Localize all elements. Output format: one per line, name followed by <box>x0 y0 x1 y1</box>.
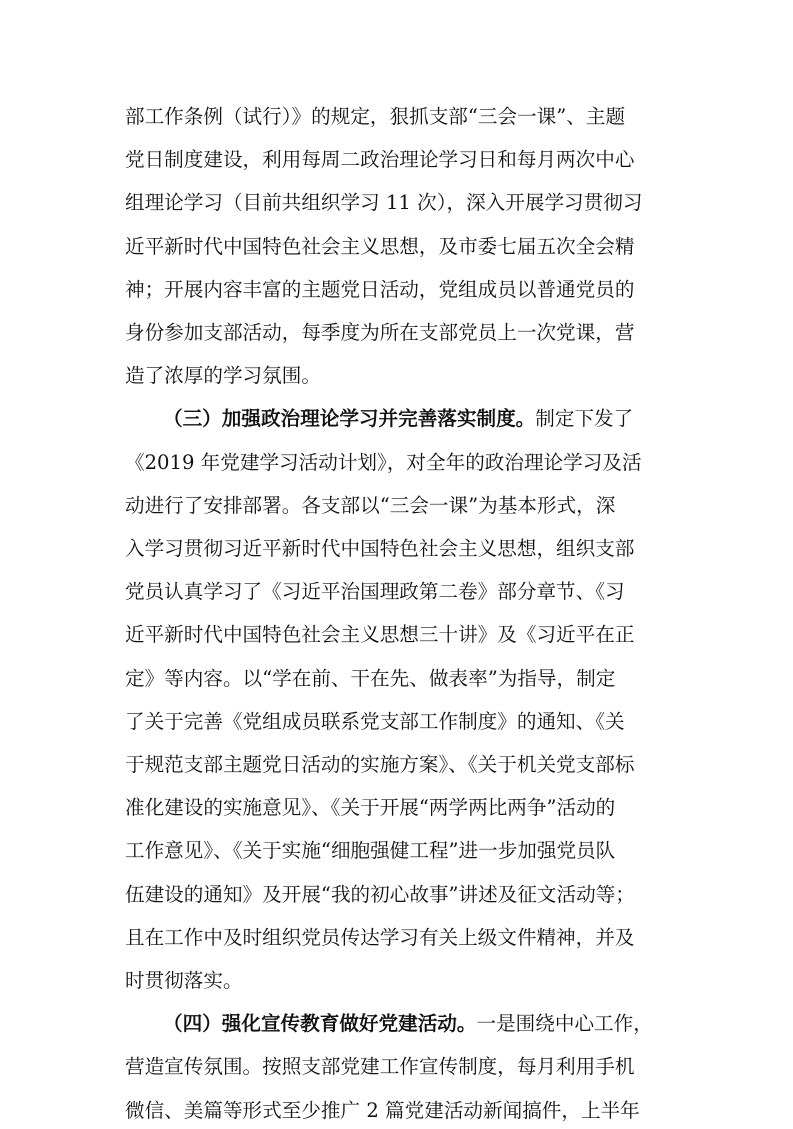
paragraph-line: 党员认真学习了《习近平治国理政第二卷》部分章节、《习 <box>125 580 625 604</box>
paragraph-line: 动进行了安排部署。各支部以“三会一课”为基本形式，深 <box>125 493 616 517</box>
paragraph-line: 入学习贯彻习近平新时代中国特色社会主义思想，组织支部 <box>125 537 635 560</box>
paragraph-line: 工作意见》、《关于实施“细胞强健工程”进一步加强党员队 <box>125 839 616 863</box>
paragraph-line: 了关于完善《党组成员联系党支部工作制度》的通知、《关 <box>125 709 625 733</box>
paragraph-line: 组理论学习（目前共组织学习 11 次），深入开展学习贯彻习 <box>125 191 643 215</box>
paragraph-line: 《2019 年党建学习活动计划》，对全年的政治理论学习及活 <box>125 450 642 474</box>
paragraph-line: 于规范支部主题党日活动的实施方案》、《关于机关党支部标 <box>125 753 635 776</box>
section-3-lead-text: 制定下发了 <box>535 407 634 431</box>
paragraph-line: 微信、美篇等形式至少推广 2 篇党建活动新闻搞件，上半年 <box>125 1098 640 1122</box>
paragraph-line: 身份参加支部活动，每季度为所在支部党员上一次党课，营 <box>125 321 635 344</box>
section-4-heading: （四）强化宣传教育做好党建活动。 <box>163 1012 477 1036</box>
paragraph-line: 伍建设的通知》及开展“我的初心故事”讲述及征文活动等； <box>125 882 635 906</box>
paragraph-line: 部工作条例（试行）》的规定，狠抓支部“三会一课”、主题 <box>125 105 626 128</box>
paragraph-line: 营造宣传氛围。按照支部党建工作宣传制度，每月利用手机 <box>125 1055 635 1079</box>
paragraph-line: 神；开展内容丰富的主题党日活动，党组成员以普通党员的 <box>125 277 635 301</box>
section-3-heading: （三）加强政治理论学习并完善落实制度。 <box>163 407 536 431</box>
section-4-lead-text: 一是围绕中心工作， <box>476 1012 653 1036</box>
paragraph-line: 党日制度建设，利用每周二政治理论学习日和每月两次中心 <box>125 148 635 172</box>
paragraph-line: 准化建设的实施意见》、《关于开展“两学两比两争”活动的 <box>125 796 616 820</box>
paragraph-line: 近平新时代中国特色社会主义思想，及市委七届五次全会精 <box>125 234 635 258</box>
paragraph-line: 造了浓厚的学习氛围。 <box>125 364 321 388</box>
paragraph-line: 近平新时代中国特色社会主义思想三十讲》及《习近平在正 <box>125 623 635 647</box>
paragraph-line: 时贯彻落实。 <box>125 969 243 992</box>
section-3-heading-line <box>163 401 685 437</box>
paragraph-line: 定》等内容。以“学在前、干在先、做表率”为指导，制定 <box>125 666 616 690</box>
paragraph-line: 且在工作中及时组织党员传达学习有关上级文件精神，并及 <box>125 925 635 949</box>
section-4-heading-line <box>163 1006 685 1042</box>
